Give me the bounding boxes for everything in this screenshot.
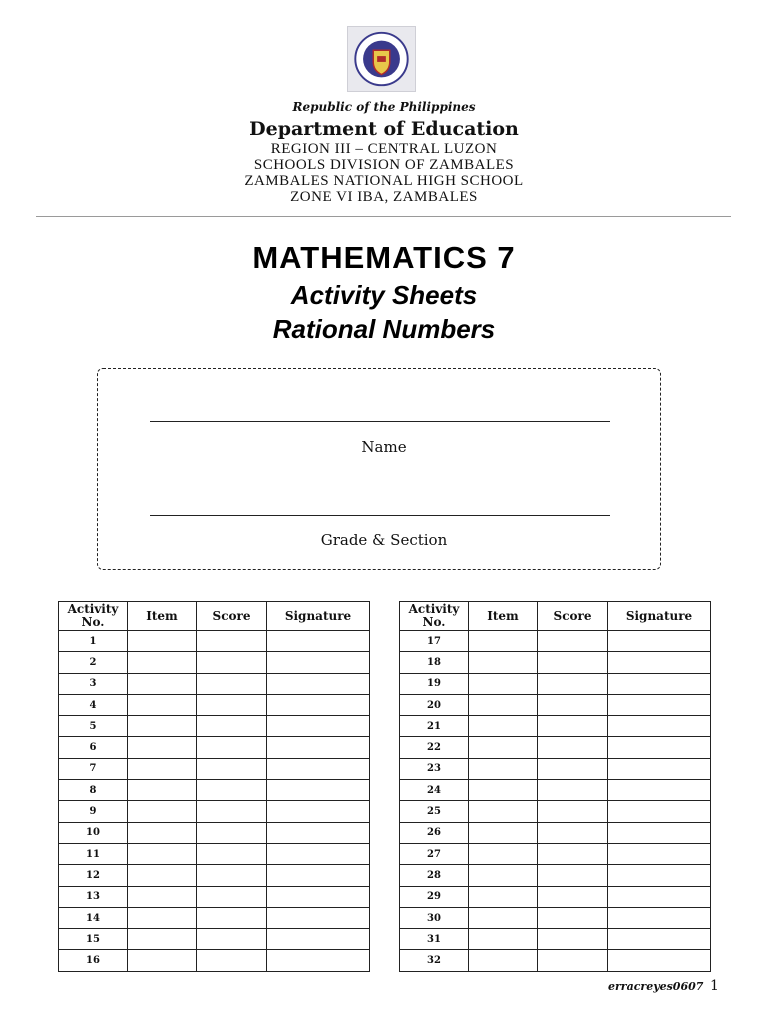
signature-cell[interactable] <box>608 716 711 737</box>
score-cell[interactable] <box>197 929 267 950</box>
table-row <box>400 843 711 864</box>
activity-number-cell: 17 <box>400 631 469 652</box>
deped-seal-icon <box>347 26 416 92</box>
signature-cell[interactable] <box>608 907 711 928</box>
signature-cell[interactable] <box>608 780 711 801</box>
score-cell[interactable] <box>538 822 608 843</box>
header-score: Score <box>197 602 267 631</box>
score-cell[interactable] <box>197 716 267 737</box>
activity-number-cell: 4 <box>59 694 128 715</box>
item-cell[interactable] <box>469 907 538 928</box>
signature-cell[interactable] <box>267 843 370 864</box>
table-row <box>59 929 370 950</box>
score-cell[interactable] <box>538 886 608 907</box>
activity-number-cell: 16 <box>59 950 128 971</box>
activity-number-cell: 1 <box>59 631 128 652</box>
name-label: Name <box>361 438 407 456</box>
score-cell[interactable] <box>538 758 608 779</box>
score-cell[interactable] <box>197 673 267 694</box>
item-cell[interactable] <box>128 652 197 673</box>
signature-cell[interactable] <box>267 758 370 779</box>
activity-number-cell: 30 <box>400 907 469 928</box>
table-row <box>400 652 711 673</box>
score-cell[interactable] <box>538 801 608 822</box>
item-cell[interactable] <box>469 843 538 864</box>
table-row <box>59 673 370 694</box>
grade-section-label: Grade & Section <box>320 531 448 549</box>
item-cell[interactable] <box>469 950 538 971</box>
table-row <box>59 758 370 779</box>
table-row <box>59 780 370 801</box>
item-cell[interactable] <box>469 780 538 801</box>
signature-cell[interactable] <box>608 631 711 652</box>
score-cell[interactable] <box>538 716 608 737</box>
table-row <box>59 886 370 907</box>
score-cell[interactable] <box>197 822 267 843</box>
item-cell[interactable] <box>469 652 538 673</box>
signature-cell[interactable] <box>608 758 711 779</box>
activity-number-cell: 22 <box>400 737 469 758</box>
item-cell[interactable] <box>469 801 538 822</box>
signature-cell[interactable] <box>267 801 370 822</box>
signature-cell[interactable] <box>608 801 711 822</box>
table-row <box>59 652 370 673</box>
signature-cell[interactable] <box>267 886 370 907</box>
signature-cell[interactable] <box>608 865 711 886</box>
table-row <box>400 716 711 737</box>
activity-number-cell: 8 <box>59 780 128 801</box>
signature-cell[interactable] <box>608 929 711 950</box>
region-line: REGION III – CENTRAL LUZON <box>270 141 498 157</box>
item-cell[interactable] <box>469 631 538 652</box>
activity-number-cell: 7 <box>59 758 128 779</box>
item-cell[interactable] <box>128 716 197 737</box>
table-row <box>59 907 370 928</box>
item-cell[interactable] <box>469 758 538 779</box>
item-cell[interactable] <box>128 631 197 652</box>
item-cell[interactable] <box>469 737 538 758</box>
signature-cell[interactable] <box>267 929 370 950</box>
activity-number-cell: 12 <box>59 865 128 886</box>
signature-cell[interactable] <box>267 631 370 652</box>
item-cell[interactable] <box>128 843 197 864</box>
activity-log-table-left <box>58 601 370 972</box>
signature-cell[interactable] <box>267 737 370 758</box>
activity-number-cell: 19 <box>400 673 469 694</box>
signature-cell[interactable] <box>608 886 711 907</box>
score-cell[interactable] <box>538 694 608 715</box>
item-cell[interactable] <box>469 716 538 737</box>
header-activity-no: Activity No. <box>59 602 128 631</box>
activity-number-cell: 6 <box>59 737 128 758</box>
table-row <box>59 950 370 971</box>
score-cell[interactable] <box>197 950 267 971</box>
republic-heading: Republic of the Philippines <box>292 100 476 114</box>
signature-cell[interactable] <box>608 694 711 715</box>
activity-number-cell: 21 <box>400 716 469 737</box>
item-cell[interactable] <box>469 822 538 843</box>
activity-number-cell: 3 <box>59 673 128 694</box>
activity-number-cell: 25 <box>400 801 469 822</box>
header-signature: Signature <box>267 602 370 631</box>
score-cell[interactable] <box>197 758 267 779</box>
subject-title: MATHEMATICS 7 <box>252 240 516 275</box>
header-item: Item <box>469 602 538 631</box>
activity-number-cell: 32 <box>400 950 469 971</box>
signature-cell[interactable] <box>267 907 370 928</box>
table-row <box>59 843 370 864</box>
score-cell[interactable] <box>197 631 267 652</box>
score-cell[interactable] <box>197 694 267 715</box>
item-cell[interactable] <box>128 907 197 928</box>
signature-cell[interactable] <box>267 865 370 886</box>
activity-number-cell: 5 <box>59 716 128 737</box>
activity-number-cell: 18 <box>400 652 469 673</box>
signature-cell[interactable] <box>608 843 711 864</box>
item-cell[interactable] <box>128 950 197 971</box>
activity-sheets-title: Activity Sheets <box>290 280 478 310</box>
signature-cell[interactable] <box>267 652 370 673</box>
score-cell[interactable] <box>197 843 267 864</box>
table-row <box>400 865 711 886</box>
activity-number-cell: 13 <box>59 886 128 907</box>
grade-section-field[interactable] <box>150 515 610 516</box>
score-cell[interactable] <box>197 886 267 907</box>
school-line: ZAMBALES NATIONAL HIGH SCHOOL <box>244 173 524 189</box>
item-cell[interactable] <box>128 929 197 950</box>
score-cell[interactable] <box>538 929 608 950</box>
activity-number-cell: 9 <box>59 801 128 822</box>
header-divider <box>36 216 731 217</box>
score-cell[interactable] <box>197 865 267 886</box>
score-cell[interactable] <box>197 737 267 758</box>
signature-cell[interactable] <box>267 673 370 694</box>
activity-number-cell: 26 <box>400 822 469 843</box>
signature-cell[interactable] <box>608 950 711 971</box>
author-tag: erracreyes0607 <box>608 980 704 993</box>
signature-cell[interactable] <box>267 950 370 971</box>
table-row <box>400 929 711 950</box>
table-row <box>400 907 711 928</box>
signature-cell[interactable] <box>608 673 711 694</box>
activity-number-cell: 27 <box>400 843 469 864</box>
item-cell[interactable] <box>128 780 197 801</box>
item-cell[interactable] <box>128 801 197 822</box>
item-cell[interactable] <box>128 737 197 758</box>
activity-number-cell: 31 <box>400 929 469 950</box>
table-row <box>400 950 711 971</box>
score-cell[interactable] <box>197 907 267 928</box>
signature-cell[interactable] <box>267 716 370 737</box>
topic-title: Rational Numbers <box>272 314 496 344</box>
table-row <box>400 822 711 843</box>
activity-number-cell: 23 <box>400 758 469 779</box>
score-cell[interactable] <box>538 631 608 652</box>
page-number: 1 <box>710 978 719 994</box>
item-cell[interactable] <box>128 822 197 843</box>
table-row <box>400 886 711 907</box>
item-cell[interactable] <box>128 694 197 715</box>
item-cell[interactable] <box>469 694 538 715</box>
item-cell[interactable] <box>128 673 197 694</box>
table-row <box>400 780 711 801</box>
table-row <box>400 758 711 779</box>
table-row <box>400 737 711 758</box>
table-row <box>59 822 370 843</box>
item-cell[interactable] <box>128 865 197 886</box>
table-row <box>59 716 370 737</box>
score-cell[interactable] <box>197 652 267 673</box>
header-signature: Signature <box>608 602 711 631</box>
signature-cell[interactable] <box>267 822 370 843</box>
activity-number-cell: 10 <box>59 822 128 843</box>
item-cell[interactable] <box>128 886 197 907</box>
score-cell[interactable] <box>538 780 608 801</box>
score-cell[interactable] <box>538 737 608 758</box>
score-cell[interactable] <box>538 865 608 886</box>
item-cell[interactable] <box>128 758 197 779</box>
activity-number-cell: 24 <box>400 780 469 801</box>
signature-cell[interactable] <box>267 694 370 715</box>
activity-number-cell: 2 <box>59 652 128 673</box>
table-row <box>59 694 370 715</box>
header-activity-no: Activity No. <box>400 602 469 631</box>
score-cell[interactable] <box>538 673 608 694</box>
activity-log-table-right <box>399 601 711 972</box>
score-cell[interactable] <box>197 780 267 801</box>
table-row <box>59 737 370 758</box>
activity-number-cell: 28 <box>400 865 469 886</box>
score-cell[interactable] <box>538 907 608 928</box>
zone-line: ZONE VI IBA, ZAMBALES <box>290 189 478 205</box>
score-cell[interactable] <box>197 801 267 822</box>
activity-number-cell: 20 <box>400 694 469 715</box>
table-row <box>400 801 711 822</box>
table-row <box>400 631 711 652</box>
activity-number-cell: 11 <box>59 843 128 864</box>
name-field[interactable] <box>150 421 610 422</box>
table-row <box>400 673 711 694</box>
department-heading: Department of Education <box>249 118 519 140</box>
score-cell[interactable] <box>538 843 608 864</box>
table-row <box>59 631 370 652</box>
signature-cell[interactable] <box>608 822 711 843</box>
table-row <box>400 694 711 715</box>
score-cell[interactable] <box>538 652 608 673</box>
activity-number-cell: 29 <box>400 886 469 907</box>
signature-cell[interactable] <box>608 737 711 758</box>
header-item: Item <box>128 602 197 631</box>
header-score: Score <box>538 602 608 631</box>
table-row <box>59 801 370 822</box>
activity-number-cell: 14 <box>59 907 128 928</box>
item-cell[interactable] <box>469 865 538 886</box>
division-line: SCHOOLS DIVISION OF ZAMBALES <box>253 157 515 173</box>
item-cell[interactable] <box>469 886 538 907</box>
activity-number-cell: 15 <box>59 929 128 950</box>
item-cell[interactable] <box>469 673 538 694</box>
item-cell[interactable] <box>469 929 538 950</box>
signature-cell[interactable] <box>608 652 711 673</box>
table-row <box>59 865 370 886</box>
signature-cell[interactable] <box>267 780 370 801</box>
score-cell[interactable] <box>538 950 608 971</box>
